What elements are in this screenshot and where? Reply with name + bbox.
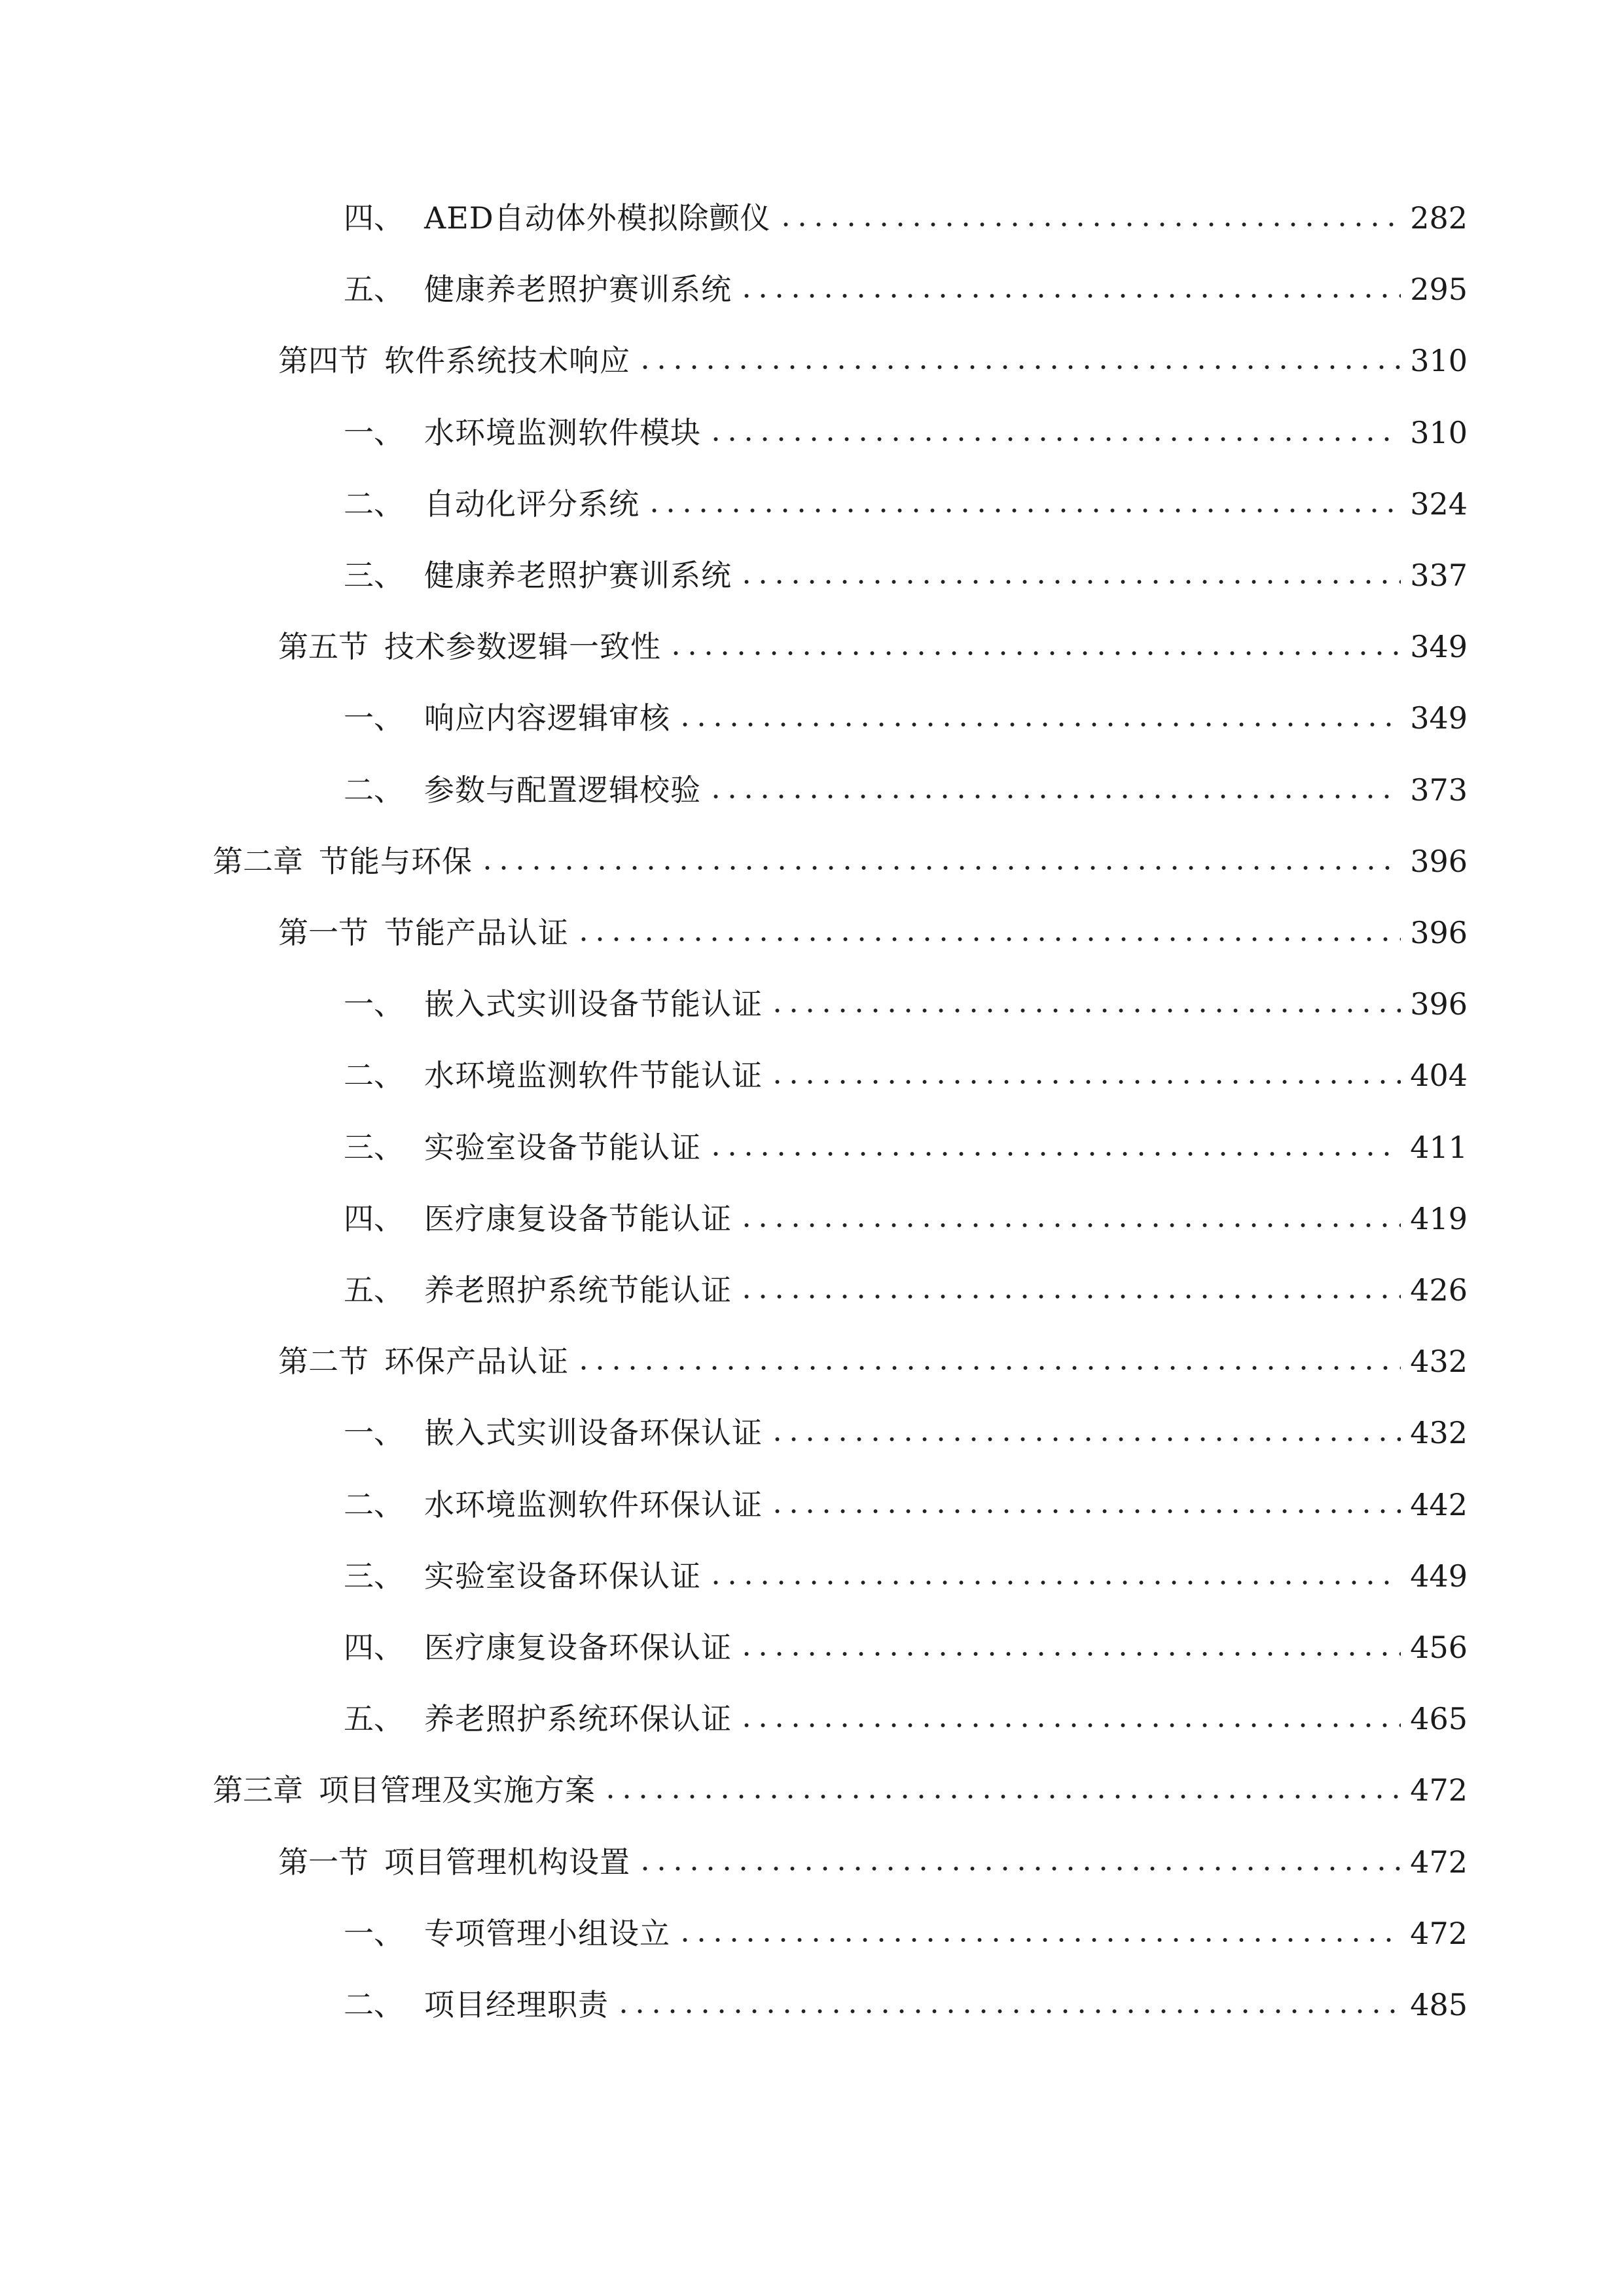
- toc-entry-title: 养老照护系统环保认证: [424, 1701, 732, 1737]
- toc-entry-page-number: 411: [1410, 1129, 1468, 1165]
- toc-entry-page-number: 485: [1410, 1987, 1468, 2022]
- toc-entry-number: 三、: [344, 1558, 404, 1594]
- toc-dot-leader: [479, 863, 1401, 873]
- toc-entry-number: 一、: [344, 1915, 404, 1951]
- toc-entry-title: 响应内容逻辑审核: [424, 700, 670, 736]
- toc-dot-leader: [769, 1506, 1401, 1516]
- toc-dot-leader: [769, 1077, 1401, 1087]
- toc-dot-leader: [602, 1791, 1401, 1802]
- toc-entry[interactable]: [0, 192, 1624, 244]
- toc-entry-title: 实验室设备节能认证: [424, 1129, 701, 1165]
- toc-entry-number: 二、: [344, 772, 404, 808]
- toc-entry-page-number: 349: [1410, 629, 1468, 665]
- toc-dot-leader: [677, 1935, 1401, 1945]
- toc-entry[interactable]: [0, 334, 1624, 387]
- toc-entry-page-number: 465: [1410, 1701, 1468, 1737]
- toc-entry-title: 项目管理机构设置: [384, 1844, 630, 1880]
- toc-entry-page-number: 472: [1410, 1915, 1468, 1951]
- toc-entry-title: 项目管理及实施方案: [319, 1772, 596, 1808]
- toc-entry-page-number: 349: [1410, 700, 1468, 736]
- toc-entry-number: 二、: [344, 486, 404, 522]
- toc-entry-number: 第一节: [278, 915, 369, 950]
- toc-entry-page-number: 373: [1410, 772, 1468, 808]
- toc-dot-leader: [668, 648, 1401, 658]
- toc-entry-title: 技术参数逻辑一致性: [384, 629, 661, 665]
- toc-dot-leader: [769, 1005, 1401, 1016]
- toc-entry-title: 健康养老照护赛训系统: [424, 272, 732, 308]
- toc-entry-title: 自动化评分系统: [424, 486, 640, 522]
- toc-entry-title: AED自动体外模拟除颤仪: [424, 200, 771, 236]
- toc-entry[interactable]: [0, 1121, 1624, 1174]
- toc-entry-title: 环保产品认证: [384, 1344, 569, 1380]
- toc-entry[interactable]: [0, 1264, 1624, 1316]
- toc-entry[interactable]: [0, 478, 1624, 530]
- toc-entry-number: 一、: [344, 1415, 404, 1451]
- toc-entry[interactable]: [0, 620, 1624, 673]
- toc-dot-leader: [615, 2006, 1401, 2017]
- toc-entry[interactable]: [0, 1550, 1624, 1602]
- toc-entry-page-number: 324: [1410, 486, 1468, 522]
- toc-entry-title: 医疗康复设备环保认证: [424, 1630, 732, 1665]
- toc-entry-number: 五、: [344, 272, 404, 308]
- toc-entry[interactable]: [0, 835, 1624, 888]
- toc-entry-number: 一、: [344, 986, 404, 1022]
- toc-entry[interactable]: [0, 1479, 1624, 1531]
- toc-entry[interactable]: [0, 406, 1624, 459]
- toc-entry-title: 水环境监测软件节能认证: [424, 1058, 763, 1094]
- toc-entry-title: 健康养老照护赛训系统: [424, 558, 732, 593]
- toc-entry[interactable]: [0, 692, 1624, 744]
- toc-entry-number: 四、: [344, 1200, 404, 1236]
- toc-dot-leader: [575, 934, 1401, 944]
- toc-entry[interactable]: [0, 1335, 1624, 1388]
- toc-entry-title: 软件系统技术响应: [384, 343, 630, 379]
- toc-entry-title: 嵌入式实训设备环保认证: [424, 1415, 763, 1451]
- toc-dot-leader: [708, 434, 1401, 444]
- toc-entry-page-number: 419: [1410, 1200, 1468, 1236]
- toc-entry-number: 二、: [344, 1987, 404, 2022]
- toc-entry-page-number: 396: [1410, 986, 1468, 1022]
- toc-dot-leader: [738, 1649, 1401, 1659]
- toc-dot-leader: [738, 1220, 1401, 1230]
- toc-entry-title: 水环境监测软件环保认证: [424, 1486, 763, 1522]
- toc-entry-title: 医疗康复设备节能认证: [424, 1200, 732, 1236]
- toc-entry-number: 第四节: [278, 343, 369, 379]
- toc-dot-leader: [637, 362, 1401, 372]
- toc-entry-number: 三、: [344, 1129, 404, 1165]
- toc-dot-leader: [575, 1363, 1401, 1373]
- toc-entry[interactable]: [0, 1621, 1624, 1674]
- toc-dot-leader: [738, 1720, 1401, 1731]
- toc-entry-page-number: 337: [1410, 558, 1468, 593]
- toc-entry[interactable]: [0, 549, 1624, 601]
- toc-entry-page-number: 472: [1410, 1772, 1468, 1808]
- toc-entry-number: 四、: [344, 1630, 404, 1665]
- toc-entry-page-number: 282: [1410, 200, 1468, 236]
- toc-entry-title: 节能产品认证: [384, 915, 569, 950]
- toc-entry-number: 第三章: [213, 1772, 303, 1808]
- toc-entry-page-number: 472: [1410, 1844, 1468, 1880]
- toc-entry-number: 二、: [344, 1058, 404, 1094]
- toc-entry-number: 第一节: [278, 1844, 369, 1880]
- toc-entry-page-number: 396: [1410, 843, 1468, 879]
- toc-entry-title: 水环境监测软件模块: [424, 414, 701, 450]
- toc-dot-leader: [778, 219, 1401, 230]
- toc-entry-title: 专项管理小组设立: [424, 1915, 670, 1951]
- toc-entry-page-number: 426: [1410, 1272, 1468, 1308]
- toc-entry-page-number: 404: [1410, 1058, 1468, 1094]
- toc-entry-page-number: 396: [1410, 915, 1468, 950]
- toc-entry-page-number: 295: [1410, 272, 1468, 308]
- toc-entry-title: 养老照护系统节能认证: [424, 1272, 732, 1308]
- toc-entry[interactable]: [0, 764, 1624, 816]
- toc-entry[interactable]: [0, 1193, 1624, 1245]
- toc-dot-leader: [708, 1149, 1401, 1159]
- toc-entry-number: 五、: [344, 1272, 404, 1308]
- toc-dot-leader: [738, 1291, 1401, 1302]
- toc-dot-leader: [708, 791, 1401, 802]
- toc-entry-number: 第二节: [278, 1344, 369, 1380]
- toc-entry-title: 节能与环保: [319, 843, 473, 879]
- toc-entry[interactable]: [0, 1764, 1624, 1816]
- toc-dot-leader: [708, 1577, 1401, 1588]
- toc-entry[interactable]: [0, 978, 1624, 1030]
- toc-entry-number: 一、: [344, 414, 404, 450]
- toc-entry[interactable]: [0, 1049, 1624, 1102]
- toc-entry-number: 第二章: [213, 843, 303, 879]
- toc-dot-leader: [677, 719, 1401, 730]
- toc-dot-leader: [769, 1434, 1401, 1444]
- toc-entry-page-number: 432: [1410, 1344, 1468, 1380]
- toc-entry-number: 三、: [344, 558, 404, 593]
- toc-entry-title: 项目经理职责: [424, 1987, 609, 2022]
- toc-entry-title: 参数与配置逻辑校验: [424, 772, 701, 808]
- toc-entry-title: 实验室设备环保认证: [424, 1558, 701, 1594]
- toc-entry-page-number: 310: [1410, 343, 1468, 379]
- toc-dot-leader: [738, 291, 1401, 301]
- toc-entry[interactable]: [0, 1907, 1624, 1960]
- toc-dot-leader: [738, 577, 1401, 587]
- toc-entry-number: 二、: [344, 1486, 404, 1522]
- toc-entry-page-number: 442: [1410, 1486, 1468, 1522]
- toc-entry[interactable]: [0, 906, 1624, 959]
- toc-entry-page-number: 310: [1410, 414, 1468, 450]
- toc-entry-title: 嵌入式实训设备节能认证: [424, 986, 763, 1022]
- toc-entry[interactable]: [0, 1693, 1624, 1745]
- toc-entry-number: 四、: [344, 200, 404, 236]
- toc-entry[interactable]: [0, 1836, 1624, 1888]
- toc-dot-leader: [637, 1863, 1401, 1874]
- toc-entry-page-number: 432: [1410, 1415, 1468, 1451]
- toc-entry-number: 五、: [344, 1701, 404, 1737]
- toc-dot-leader: [646, 505, 1401, 516]
- toc-entry-number: 一、: [344, 700, 404, 736]
- toc-entry-page-number: 456: [1410, 1630, 1468, 1665]
- toc-entry[interactable]: [0, 1979, 1624, 2031]
- toc-entry-page-number: 449: [1410, 1558, 1468, 1594]
- toc-entry-number: 第五节: [278, 629, 369, 665]
- toc-entry[interactable]: [0, 1407, 1624, 1459]
- toc-entry[interactable]: [0, 263, 1624, 315]
